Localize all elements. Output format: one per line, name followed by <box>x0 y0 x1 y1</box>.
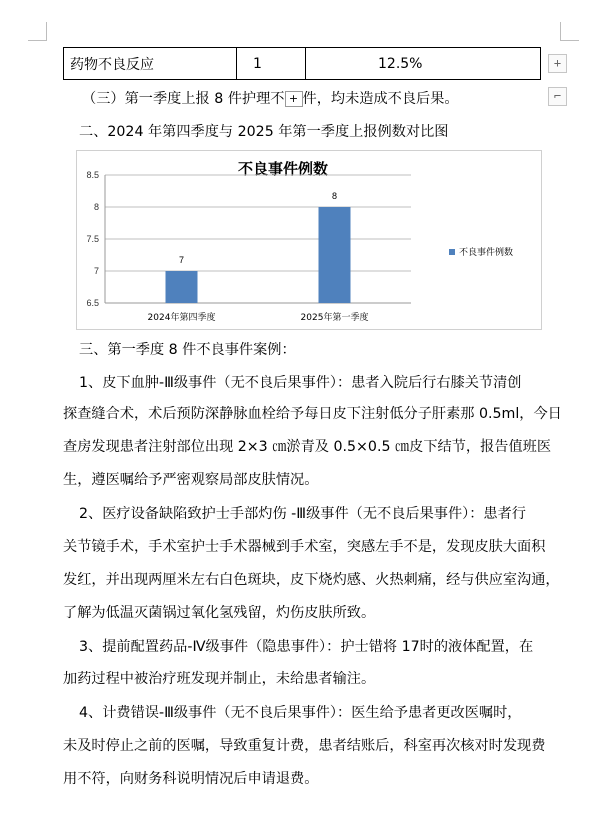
y-tick-label: 8.5 <box>86 170 99 180</box>
chart-svg <box>77 151 541 329</box>
case4-line3: 用不符，向财务科说明情况后申请退费。 <box>63 771 319 787</box>
section-heading-2: 二、2024 年第四季度与 2025 年第一季度上报例数对比图 <box>79 124 449 140</box>
case2-line2: 关节镜手术，手术室护士手术器械到手术室，突感左手不是，发现皮肤大面积 <box>63 539 546 555</box>
data-label: 8 <box>331 191 338 201</box>
x-tick-label: 2025年第一季度 <box>300 313 369 323</box>
insert-plus-icon[interactable]: + <box>285 91 303 107</box>
case2-line1: 2、医疗设备缺陷致护士手部灼伤 -Ⅲ级事件（无不良后果事件）：患者行 <box>79 506 526 522</box>
table-cell-percent: 12.5% <box>306 48 541 80</box>
data-label: 7 <box>178 255 185 265</box>
case1-line3: 查房发现患者注射部位出现 2×3 ㎝淤青及 0.5×0.5 ㎝皮下结节，报告值班医 <box>63 439 552 455</box>
y-tick-label: 6.5 <box>86 298 99 308</box>
x-tick-label: 2024年第四季度 <box>147 313 216 323</box>
page-corner-mark-top-right <box>560 22 579 41</box>
y-tick-label: 7 <box>93 266 99 276</box>
legend-label: 不良事件例数 <box>459 248 514 258</box>
y-tick-label: 7.5 <box>86 234 99 244</box>
table-cell-name: 药物不良反应 <box>64 48 237 80</box>
bar <box>319 207 351 303</box>
case1-line2: 探查缝合术，术后预防深静脉血栓给予每日皮下注射低分子肝素那 0.5ml，今日 <box>63 406 562 422</box>
page-corner-mark-top-left <box>28 22 47 41</box>
paragraph-summary-right: 件，均未造成不良后果。 <box>302 91 459 107</box>
paragraph-summary-left: （三）第一季度上报 8 件护理不 <box>82 91 285 107</box>
case2-line3: 发红，并出现两厘米左右白色斑块，皮下烧灼感、火热刺痛，经与供应室沟通， <box>63 572 560 588</box>
case1-line1: 1、皮下血肿-Ⅲ级事件（无不良后果事件）：患者入院后行右膝关节清创 <box>79 375 522 391</box>
paragraph-summary <box>82 89 459 109</box>
chart-title: 不良事件例数 <box>237 160 329 178</box>
table-row <box>63 47 541 80</box>
case3-line1: 3、提前配置药品-Ⅳ级事件（隐患事件）：护士错将 17时的液体配置，在 <box>79 639 534 655</box>
case4-line1: 4、计费错误-Ⅲ级事件（无不良后果事件）：医生给予患者更改医嘱时， <box>79 705 522 721</box>
table-cell-count: 1 <box>237 48 306 80</box>
bar <box>166 271 198 303</box>
legend-swatch <box>449 249 455 255</box>
case4-line2: 未及时停止之前的医嘱，导致重复计费，患者结账后，科室再次核对时发现费 <box>63 738 546 754</box>
case2-line4: 了解为低温灭菌锅过氧化氢残留，灼伤皮肤所致。 <box>63 605 376 621</box>
bar-chart[interactable] <box>76 150 542 330</box>
y-tick-label: 8 <box>93 202 99 212</box>
case1-line4: 生，遵医嘱给予严密观察局部皮肤情况。 <box>63 472 319 488</box>
add-row-plus-icon[interactable]: + <box>548 54 567 73</box>
section-heading-3: 三、第一季度 8 件不良事件案例： <box>79 342 296 358</box>
table-handle-icon[interactable]: ⌐ <box>548 87 567 106</box>
case3-line2: 加药过程中被治疗班发现并制止，未给患者输注。 <box>63 671 376 687</box>
